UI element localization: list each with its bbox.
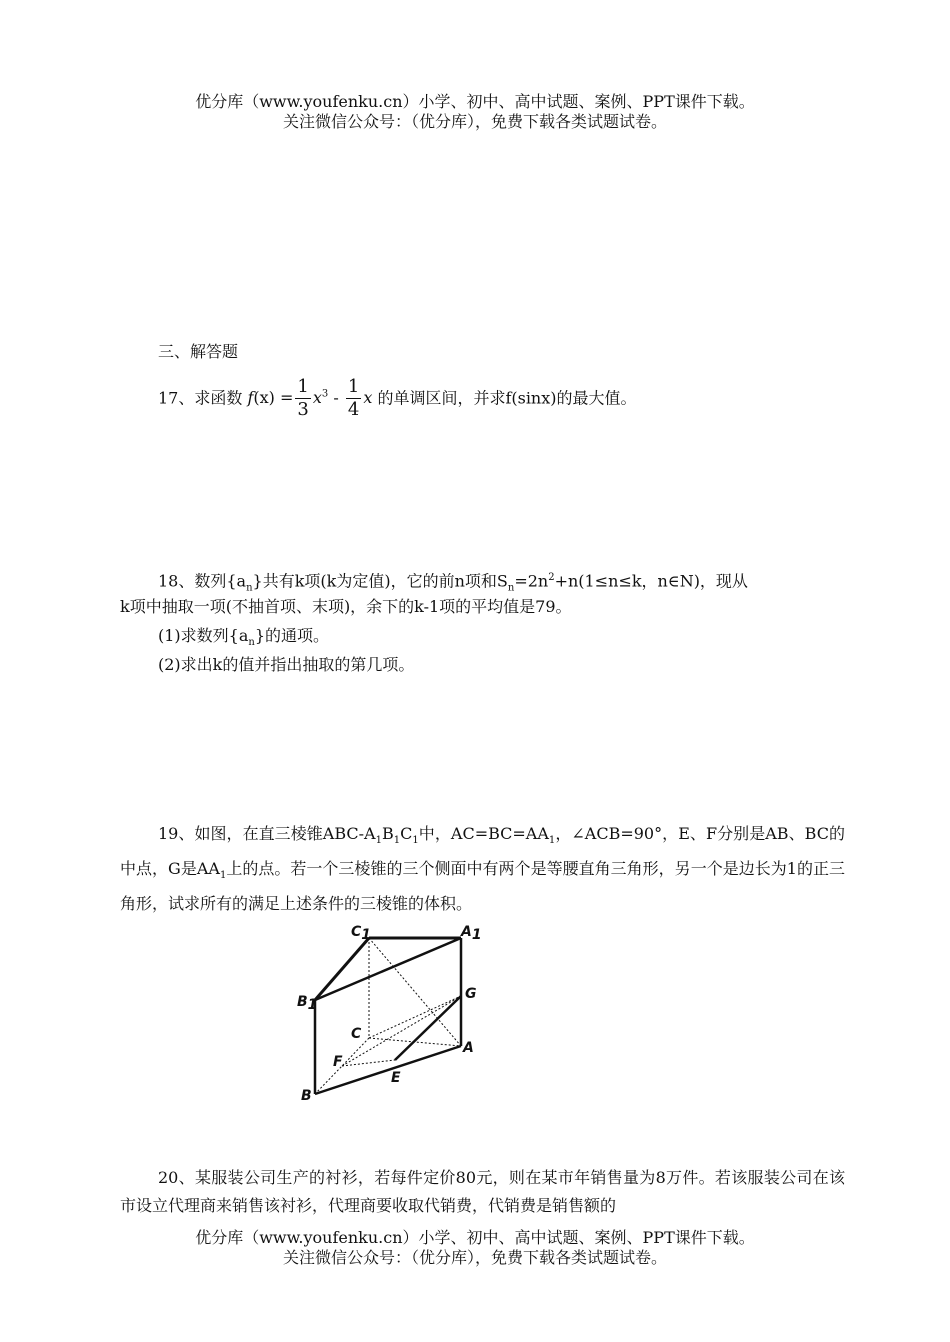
q19-a: 19、如图，在直三棱锥ABC-A [158, 824, 376, 843]
q19-s2: 1 [393, 835, 401, 847]
label-f: F [333, 1054, 343, 1070]
label-e: E [391, 1070, 401, 1086]
question-19 [120, 820, 845, 918]
q18-sub2: n [507, 582, 515, 594]
q19-s1: 1 [375, 835, 382, 847]
q19-s3: 1 [412, 835, 419, 847]
prism-edges [315, 938, 461, 1094]
q18-sub1: n [246, 582, 253, 594]
q17-frac1-num: 1 [297, 376, 309, 398]
section-title: 三、解答题 [158, 342, 239, 361]
label-a1: A1 [461, 924, 482, 943]
q17-suffix: 的单调区间，并求f(sinx)的最大值。 [377, 388, 637, 408]
q18-l1d: +n(1≤n≤k，n∈N)，现从 [554, 571, 748, 591]
edge-c1-a [369, 938, 461, 1046]
footer-line-2: 关注微信公众号：（优分库），免费下载各类试题试卷。 [282, 1248, 667, 1267]
q18-sup: 2 [548, 572, 555, 583]
q17-exp: 3 [321, 389, 329, 400]
edge-c-g [369, 996, 461, 1038]
q18-l1a: 18、数列{a [158, 571, 247, 591]
q17-f: f [247, 388, 254, 408]
question-17 [158, 370, 637, 423]
q18-l1b: }共有k项(k为定值)，它的前n项和S [252, 571, 508, 591]
label-b: B [301, 1088, 312, 1104]
q19-e: ，∠ACB=90°，E、F分别是AB、BC的中点，G是AA [120, 824, 845, 879]
q18-part-1 [158, 626, 329, 653]
q17-minus: - [333, 388, 339, 408]
q19-s4: 1 [548, 835, 556, 847]
q17-frac1-den: 3 [297, 399, 309, 421]
q19-d: 中，AC=BC=AA [418, 824, 549, 843]
q17-eq: = [280, 388, 294, 408]
q17-xtail: x [363, 388, 373, 408]
q18-l1c: =2n [514, 571, 549, 591]
q17-xparen: (x) [253, 388, 275, 408]
q17-frac2-den: 4 [347, 399, 360, 421]
q18-p1sub: n [248, 637, 255, 649]
q18-line-2: k项中抽取一项(不抽首项、末项)，余下的k-1项的平均值是79。 [120, 597, 572, 616]
q17-formula [247, 376, 373, 421]
header-line-2: 关注微信公众号：（优分库），免费下载各类试题试卷。 [282, 112, 667, 131]
q17-frac2-num: 1 [347, 376, 360, 398]
label-c: C [351, 1026, 362, 1042]
footer-line-1: 优分库（www.youfenku.cn）小学、初中、高中试题、案例、PPT课件下载。 [195, 1228, 755, 1247]
q17-frac-1 [295, 376, 310, 421]
label-c1: C1 [351, 924, 372, 943]
q18-line-1 [158, 568, 748, 599]
label-g: G [465, 986, 477, 1002]
q19-f: 上的点。若一个三棱锥的三个侧面中有两个是等腰直角三角形，另一个是边长为1的正三角形，试求所有的满足上述条件的三棱锥的体积。 [120, 859, 845, 914]
q18-part-2: (2)求出k的值并指出抽取的第几项。 [158, 655, 415, 674]
q17-frac-2 [346, 376, 361, 421]
q19-s5: 1 [219, 870, 227, 882]
q17-prefix: 17、求函数 [158, 388, 243, 408]
q19-c: C [400, 824, 413, 843]
q18-p1b: }的通项。 [254, 626, 330, 645]
question-20: 20、某服装公司生产的衬衫，若每件定价80元，则在某市年销售量为8万件。若该服装公司在该市设立代理商来销售该衬衫，代理商要收取代销费，代销费是销售额的 [120, 1168, 845, 1215]
edge-c1-b1 [315, 938, 369, 1000]
label-a: A [463, 1040, 474, 1056]
q19-b: B [382, 824, 394, 843]
header-line-1: 优分库（www.youfenku.cn）小学、初中、高中试题、案例、PPT课件下载。 [195, 92, 755, 111]
q18-p1a: (1)求数列{a [158, 626, 249, 645]
label-b1: B1 [297, 994, 318, 1013]
prism-figure [295, 918, 495, 1108]
q17-x3: x [312, 388, 322, 408]
edge-b1-a1 [315, 938, 461, 1000]
